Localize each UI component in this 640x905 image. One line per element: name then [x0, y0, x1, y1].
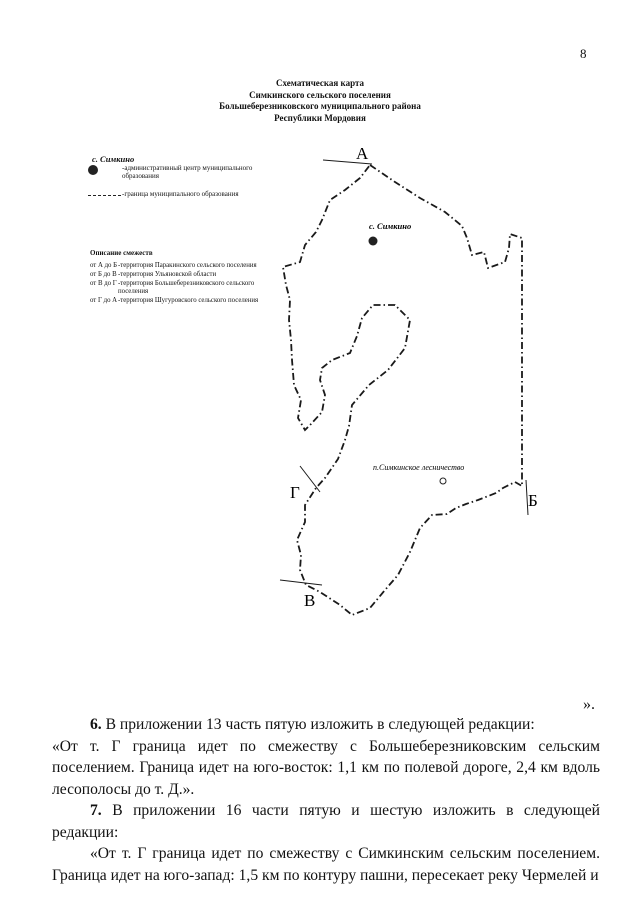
adjacency-range: от А до Б	[90, 262, 118, 269]
adjacency-range: от В до Г	[90, 280, 117, 287]
village-marker-icon	[369, 237, 378, 246]
amendment-text	[52, 714, 600, 886]
legend-border-desc: -граница муниципального образования	[122, 190, 239, 198]
paragraph-6-number: 6.	[90, 716, 102, 733]
paragraph-7-text: В приложении 16 части пятую и шестую изложить в следующей редакции:	[52, 802, 601, 841]
point-v-marker-line	[280, 580, 322, 585]
map-title-line-3: Большеберезниковского муниципального района	[219, 101, 421, 111]
paragraph-6-heading	[52, 714, 600, 736]
adjacency-range: от Б до В	[90, 271, 117, 278]
map-title-line-4: Республики Мордовия	[274, 112, 366, 123]
point-v-label: В	[304, 591, 316, 610]
outer-boundary-line	[283, 165, 522, 615]
legend-center-desc: -административный центр муниципального образования	[122, 164, 253, 180]
point-g-marker-line	[300, 466, 320, 492]
forestry-label: п.Симкинское лесничество	[373, 463, 465, 472]
village-label: с. Симкино	[369, 221, 412, 231]
adjacency-text: -территория Большеберезниковского сельского поселения	[118, 280, 255, 295]
closing-quote: ».	[583, 696, 595, 713]
forestry-marker-icon	[440, 478, 446, 484]
adjacency-text: -территория Паракинского сельского поселения	[118, 262, 257, 269]
map-title-line-2: Симкинского сельского поселения	[249, 89, 391, 100]
adjacency-text: -территория Ульяновской области	[118, 271, 217, 278]
paragraph-7-heading	[52, 800, 600, 843]
map-title-line-1: Схематическая карта	[275, 78, 365, 88]
point-a-label: А	[356, 144, 369, 163]
paragraph-6-quote: «От т. Г граница идет по смежеству с Большеберезниковским сельским поселением. Граница идет на юго-восток: 1,1 км по полевой дороге, 2,4 км вдоль лесополосы до т. Д.».	[52, 737, 600, 798]
point-b-label: Б	[528, 491, 538, 510]
legend-center-name: с. Симкино	[92, 154, 135, 164]
paragraph-7-quote: «От т. Г граница идет по смежеству с Симкинским сельским поселением. Граница идет на юго-запад: 1,5 км по контуру пашни, пересекает реку Чермелей и	[52, 845, 600, 884]
paragraph-7-number: 7.	[90, 802, 102, 819]
point-g-label: Г	[290, 483, 300, 502]
adjacency-range: от Г до А	[90, 297, 118, 304]
adjacency-text: -территория Шугуровского сельского поселения	[118, 297, 259, 304]
adjacency-title: Описание смежеств	[90, 249, 153, 257]
paragraph-6-text: В приложении 13 часть пятую изложить в следующей редакции:	[105, 716, 535, 733]
page-number: 8	[580, 46, 587, 61]
